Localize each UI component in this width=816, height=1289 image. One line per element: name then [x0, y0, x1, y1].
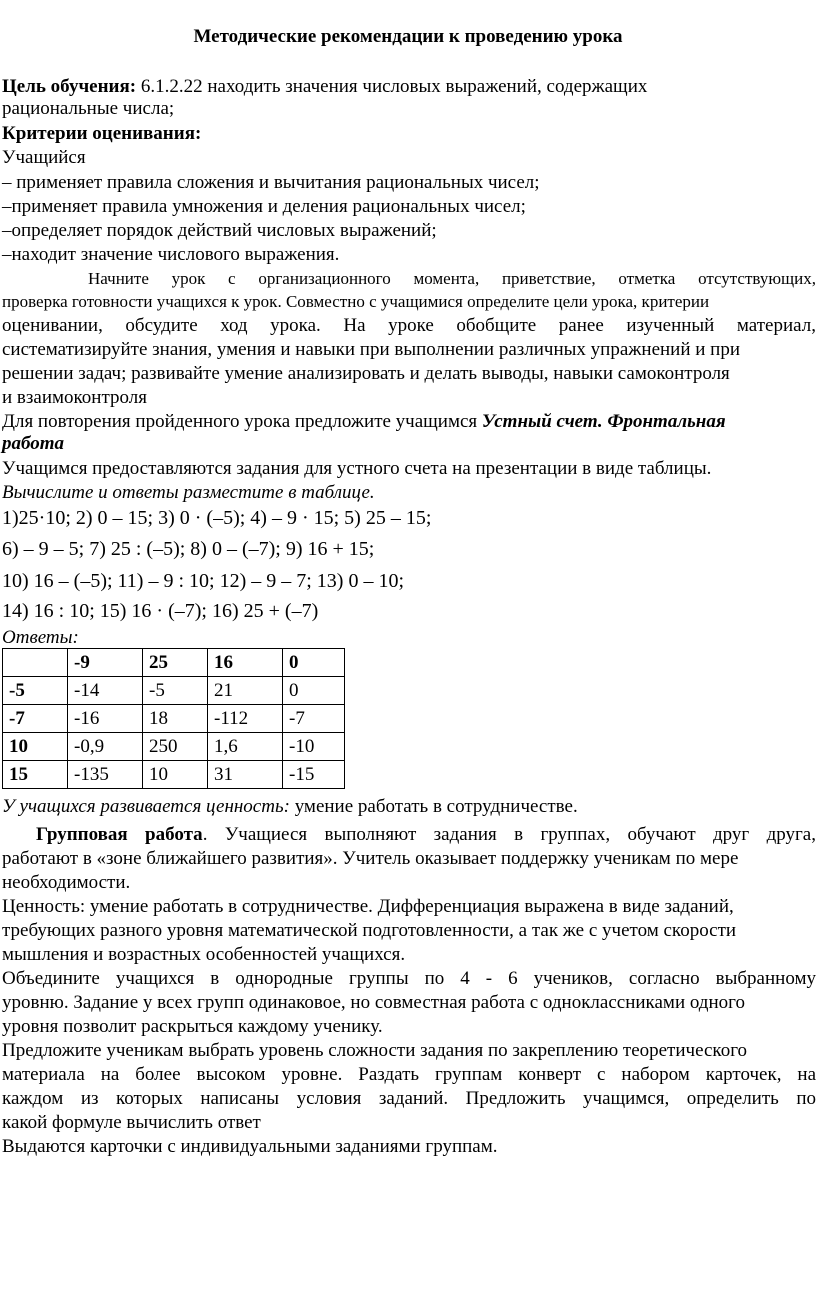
table-row	[3, 761, 345, 789]
table-cell: 15	[3, 761, 68, 789]
group-line: мышления и возрастных особенностей учащихся.	[2, 944, 406, 965]
group-line: каждом из которых написаны условия заданий. Предложить учащимся, определить по	[2, 1088, 816, 1109]
group-line: Выдаются карточки с индивидуальными заданиями группам.	[2, 1136, 498, 1157]
goal-text-cont: рациональные числа;	[2, 98, 175, 119]
table-cell	[3, 649, 68, 677]
intro-line: систематизируйте знания, умения и навыки при выполнении различных упражнений и при	[2, 339, 741, 360]
table-row	[3, 705, 345, 733]
math-expression-line: 10) 16 – (–5); 11) – 9 : 10; 12) – 9 – 7; 13) 0 – 10;	[2, 570, 405, 592]
group-line: Предложите ученикам выбрать уровень сложности задания по закреплению теоретического	[2, 1040, 748, 1061]
table-cell: -16	[68, 705, 143, 733]
group-label: Групповая работа	[36, 824, 203, 845]
group-line: требующих разного уровня математической подготовленности, а так же с учетом скорости	[2, 920, 737, 941]
table-cell: 18	[143, 705, 208, 733]
table-cell: -14	[68, 677, 143, 705]
table-cell: 250	[143, 733, 208, 761]
table-cell: -0,9	[68, 733, 143, 761]
table-cell: -112	[208, 705, 283, 733]
table-cell: -15	[283, 761, 345, 789]
group-line: какой формуле вычислить ответ	[2, 1112, 261, 1133]
intro-line: Начните урок с организационного момента, приветствие, отметка отсутствующих,	[88, 269, 816, 288]
intro-line: и взаимоконтроля	[2, 387, 147, 408]
table-cell: 1,6	[208, 733, 283, 761]
math-expression-line: 6) – 9 – 5; 7) 25 : (–5); 8) 0 – (–7); 9) 16 + 15;	[2, 538, 375, 560]
table-cell: 0	[283, 677, 345, 705]
goal-label: Цель обучения:	[2, 76, 137, 97]
criteria-item: –находит значение числового выражения.	[2, 244, 340, 265]
table-row	[3, 733, 345, 761]
criteria-student: Учащийся	[2, 147, 86, 168]
table-cell: -135	[68, 761, 143, 789]
value-line	[2, 796, 578, 818]
value-text: умение работать в сотрудничестве.	[289, 796, 578, 817]
table-cell: 10	[143, 761, 208, 789]
group-line: материала на более высоком уровне. Раздать группам конверт с набором карточек, на	[2, 1064, 816, 1085]
value-label: У учащихся развивается ценность:	[2, 796, 290, 817]
table-cell: -7	[3, 705, 68, 733]
answers-label: Ответы:	[2, 627, 79, 648]
answers-table	[2, 648, 345, 789]
tasks-instruction: Вычислите и ответы разместите в таблице.	[2, 482, 375, 503]
group-text: . Учащиеся выполняют задания в группах, обучают друг друга,	[202, 824, 816, 845]
table-header-row	[3, 649, 345, 677]
table-cell: -5	[3, 677, 68, 705]
repeat-activity-cont: работа	[2, 433, 65, 454]
table-cell: -7	[283, 705, 345, 733]
table-cell: -5	[143, 677, 208, 705]
table-cell: 16	[208, 649, 283, 677]
group-line: Ценность: умение работать в сотрудничестве. Дифференциация выражена в виде заданий,	[2, 896, 734, 917]
group-line: уровня позволит раскрыться каждому ученику.	[2, 1016, 383, 1037]
group-line: уровню. Задание у всех групп одинаковое, но совместная работа с одноклассниками одного	[2, 992, 745, 1013]
table-cell: -9	[68, 649, 143, 677]
repeat-text: Для повторения пройденного урока предложите учащимся	[2, 411, 482, 432]
tasks-intro: Учащимся предоставляются задания для устного счета на презентации в виде таблицы.	[2, 458, 712, 479]
criteria-item: – применяет правила сложения и вычитания рациональных чисел;	[2, 172, 540, 193]
page-title: Методические рекомендации к проведению урока	[193, 26, 623, 47]
intro-line: проверка готовности учащихся к урок. Совместно с учащимися определите цели урока, критерии	[2, 292, 710, 311]
criteria-item: –применяет правила умножения и деления рациональных чисел;	[2, 196, 526, 217]
repeat-activity: Устный счет. Фронтальная	[481, 411, 726, 432]
intro-line: оценивании, обсудите ход урока. На уроке обобщите ранее изученный материал,	[2, 315, 816, 336]
table-cell: 25	[143, 649, 208, 677]
table-cell: 31	[208, 761, 283, 789]
table-cell: 0	[283, 649, 345, 677]
table-row	[3, 677, 345, 705]
group-line: необходимости.	[2, 872, 131, 893]
table-cell: 21	[208, 677, 283, 705]
goal-text: 6.1.2.22 находить значения числовых выражений, содержащих	[136, 76, 648, 97]
math-expression-line: 14) 16 : 10; 15) 16 · (–7); 16) 25 + (–7)	[2, 600, 319, 622]
group-line: работают в «зоне ближайшего развития». Учитель оказывает поддержку ученикам по мере	[2, 848, 739, 869]
criteria-item: –определяет порядок действий числовых выражений;	[2, 220, 437, 241]
table-cell: 10	[3, 733, 68, 761]
table-cell: -10	[283, 733, 345, 761]
intro-line: решении задач; развивайте умение анализировать и делать выводы, навыки самоконтроля	[2, 363, 730, 384]
math-expression-line: 1)25·10; 2) 0 – 15; 3) 0 · (–5); 4) – 9 · 15; 5) 25 – 15;	[2, 507, 432, 529]
group-line	[36, 824, 816, 846]
goal-line	[2, 76, 647, 98]
repeat-line	[2, 411, 726, 433]
criteria-label: Критерии оценивания:	[2, 123, 202, 144]
group-line: Объедините учащихся в однородные группы по 4 - 6 учеников, согласно выбранному	[2, 968, 816, 989]
